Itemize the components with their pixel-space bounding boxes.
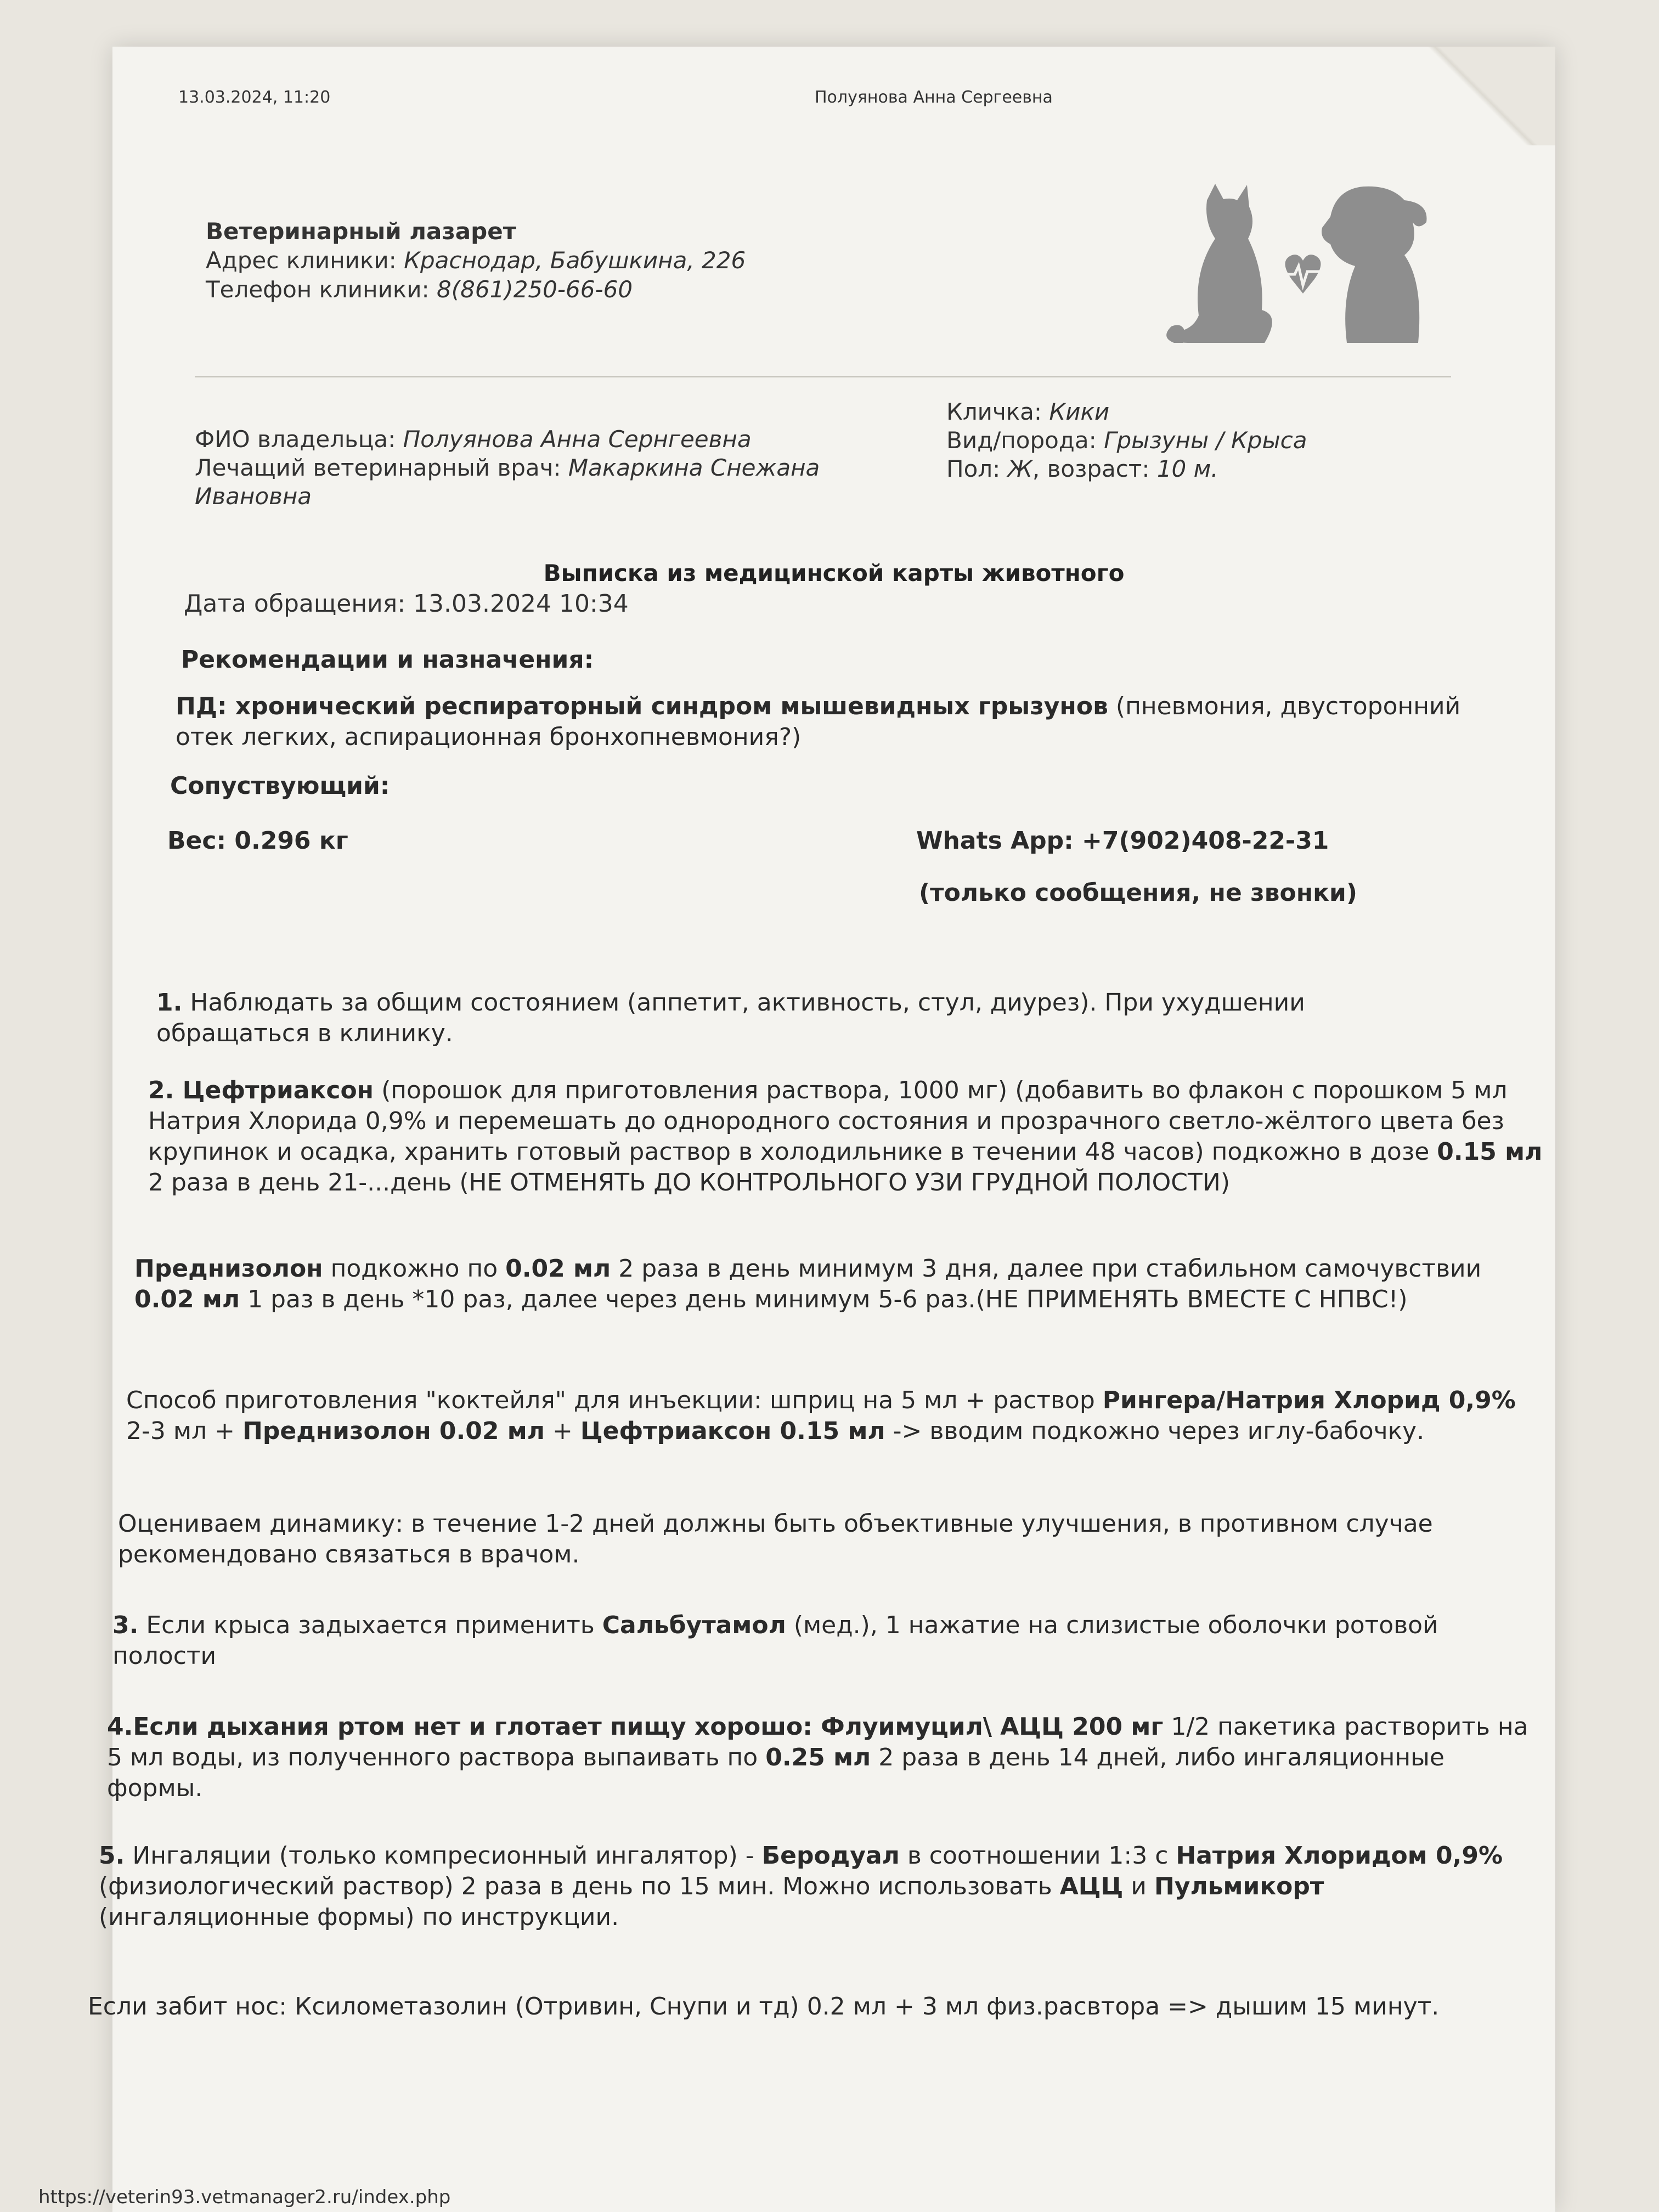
pet-info [946, 398, 1440, 483]
print-header-name: Полуянова Анна Сергеевна [815, 88, 1053, 107]
concomitant-heading: Сопуствующий: [170, 772, 390, 800]
dog-silhouette-icon [1322, 187, 1427, 343]
cocktail-preparation: Способ приготовления "коктейля" для инъекции: шприц на 5 мл + раствор Рингера/Натрия Хлорид 0,9% 2-3 мл + Преднизолон 0.02 мл + Цефтриаксон 0.15 мл -> вводим подкожно через иглу-бабочку. [126, 1386, 1516, 1445]
clinic-info [206, 217, 746, 304]
item-2-ceftriaxone: 2. Цефтриаксон (порошок для приготовления раствора, 1000 мг) (добавить во флакон с порошком 5 мл Натрия Хлорида 0,9% и перемешать до однородного состояния и прозрачного светло-жёлтого цвета без крупинок и осадка, хранить готовый раствор в холодильнике в течении 48 часов) подкожно в дозе 0.15 мл 2 раза в день 21-...день (НЕ ОТМЕНЯТЬ ДО КОНТРОЛЬНОГО УЗИ ГРУДНОЙ ПОЛОСТИ) [148, 1076, 1543, 1197]
visit-date: Дата обращения: 13.03.2024 10:34 [184, 590, 629, 618]
cat-dog-heart-logo [1155, 178, 1462, 359]
owner-info [195, 425, 935, 511]
vet-name: Лечащий ветеринарный врач: Макаркина Снежана Ивановна [195, 454, 820, 510]
owner-name: ФИО владельца: Полуянова Анна Сернгеевна [195, 426, 752, 453]
nose-congestion-note: Если забит нос: Ксилометазолин (Отривин, Снупи и тд) 0.2 мл + 3 мл физ.расвтора => дышим 15 минут. [88, 1993, 1440, 2021]
print-datetime: 13.03.2024, 11:20 [178, 88, 331, 107]
clinic-name: Ветеринарный лазарет [206, 218, 517, 245]
prednisolone-instructions: Преднизолон подкожно по 0.02 мл 2 раза в день минимум 3 дня, далее при стабильном самочувствии 0.02 мл 1 раз в день *10 раз, далее через день минимум 5-6 раз.(НЕ ПРИМЕНЯТЬ ВМЕСТЕ С НПВС!) [134, 1255, 1482, 1313]
clinic-phone: Телефон клиники: 8(861)250-66-60 [206, 276, 633, 303]
header-divider [195, 376, 1451, 377]
item-1: 1. Наблюдать за общим состоянием (аппетит, активность, стул, диурез). При ухудшении обращаться в клинику. [156, 989, 1305, 1047]
pet-breed: Вид/порода: Грызуны / Крыса [946, 427, 1307, 454]
pet-nickname: Кличка: Кики [946, 398, 1110, 425]
recommendations-heading: Рекомендации и назначения: [181, 646, 594, 674]
footer-url: https://veterin93.vetmanager2.ru/index.php [38, 2186, 451, 2208]
pet-sex-age: Пол: Ж, возраст: 10 м. [946, 455, 1218, 482]
weight: Вес: 0.296 кг [167, 827, 348, 855]
dynamics-assessment: Оцениваем динамику: в течение 1-2 дней должны быть объективные улучшения, в противном случае рекомендовано связаться в врачом. [118, 1510, 1433, 1568]
diagnosis: ПД: хронический респираторный синдром мышевидных грызунов (пневмония, двусторонний отек легких, аспирационная бронхопневмония?) [176, 692, 1461, 751]
item-3-salbutamol: 3. Если крыса задыхается применить Сальбутамол (мед.), 1 нажатие на слизистые оболочки ротовой полости [112, 1611, 1438, 1670]
clinic-address: Адрес клиники: Краснодар, Бабушкина, 226 [206, 247, 746, 274]
item-4-fluimucil: 4.Если дыхания ртом нет и глотает пищу хорошо: Флуимуцил\ АЦЦ 200 мг 1/2 пакетика растворить на 5 мл воды, из полученного раствора выпаивать по 0.25 мл 2 раза в день 14 дней, либо ингаляционные формы. [107, 1713, 1528, 1802]
document-title: Выписка из медицинской карты животного [543, 560, 1125, 586]
whatsapp-contact: Whats App: +7(902)408-22-31 [916, 827, 1329, 855]
cat-silhouette-icon [1176, 184, 1272, 343]
item-5-inhalations: 5. Ингаляции (только компресионный ингалятор) - Беродуал в соотношении 1:3 с Натрия Хлоридом 0,9% (физиологический раствор) 2 раза в день по 15 мин. Можно использовать АЦЦ и Пульмикорт (ингаляционные формы) по инструкции. [99, 1842, 1503, 1931]
document-page [88, 47, 1555, 2212]
whatsapp-note: (только сообщения, не звонки) [919, 879, 1357, 907]
